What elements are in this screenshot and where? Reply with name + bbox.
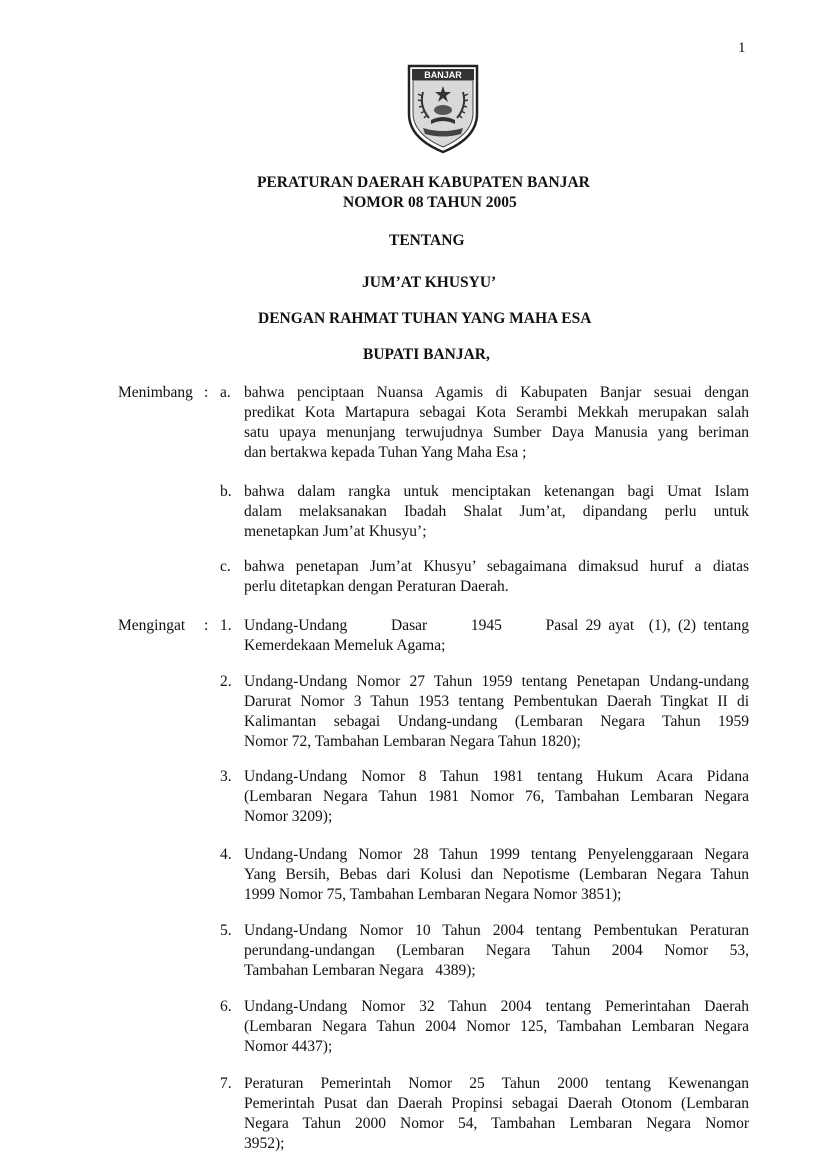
text-line: Kemerdekaan Memeluk Agama; <box>244 637 446 654</box>
text-line: Nomor 72, Tambahan Lembaran Negara Tahun 1820); <box>244 733 581 750</box>
mengingat-item-2-text <box>244 672 749 752</box>
page-number: 1 <box>738 40 746 56</box>
text-line: Undang-Undang Dasar 1945 Pasal 29 ayat (1), (2) tentang <box>244 617 749 634</box>
text-line: Undang-Undang Nomor 10 Tahun 2004 tentang Pembentukan Peraturan <box>244 922 749 939</box>
official-heading: BUPATI BANJAR, <box>363 346 490 363</box>
text-line: Negara Tahun 2000 Nomor 54, Tambahan Lembaran Negara Nomor <box>244 1115 749 1132</box>
text-line: dan bertakwa kepada Tuhan Yang Maha Esa ; <box>244 444 527 461</box>
text-line: satu upaya menunjang terwujudnya Sumber Daya Manusia yang beriman <box>244 424 749 441</box>
text-line: menetapkan Jum’at Khusyu’; <box>244 523 427 540</box>
mengingat-item-4-text <box>244 845 749 905</box>
mengingat-item-7-marker: 7. <box>220 1075 232 1092</box>
title-line-1: PERATURAN DAERAH KABUPATEN BANJAR <box>257 174 590 191</box>
subject-heading: JUM’AT KHUSYU’ <box>362 274 497 291</box>
text-line: Nomor 3209); <box>244 808 333 825</box>
mengingat-label <box>118 617 185 635</box>
banjar-regency-emblem-icon <box>405 62 481 154</box>
text-line: 3952); <box>244 1135 285 1152</box>
text-line: Peraturan Pemerintah Nomor 25 Tahun 2000 tentang Kewenangan <box>244 1075 749 1092</box>
text-line: bahwa penetapan Jum’at Khusyu’ sebagaimana dimaksud huruf a diatas <box>244 558 749 575</box>
menimbang-label <box>118 384 193 402</box>
text-line: perlu ditetapkan dengan Peraturan Daerah. <box>244 578 509 595</box>
menimbang-item-b-text <box>244 482 749 542</box>
menimbang-item-a-marker: a. <box>220 384 231 401</box>
text-line: Pemerintah Pusat dan Daerah Propinsi sebagai Daerah Otonom (Lembaran <box>244 1095 749 1112</box>
mengingat-item-6-marker: 6. <box>220 998 232 1015</box>
text-line: Tambahan Lembaran Negara 4389); <box>244 962 476 979</box>
mengingat-item-3-text <box>244 767 749 827</box>
mengingat-label-text: Mengingat <box>118 617 186 634</box>
mengingat-item-3-marker: 3. <box>220 768 232 785</box>
menimbang-item-c-text <box>244 557 749 597</box>
text-line: Nomor 4437); <box>244 1038 333 1055</box>
text-line: perundang-undangan (Lembaran Negara Tahun 2004 Nomor 53, <box>244 942 749 959</box>
title-line-2: NOMOR 08 TAHUN 2005 <box>343 194 517 211</box>
mengingat-item-5-marker: 5. <box>220 922 232 939</box>
mengingat-item-7-text <box>244 1074 749 1154</box>
mengingat-item-2-marker: 2. <box>220 673 232 690</box>
text-line: (Lembaran Negara Tahun 2004 Nomor 125, Tambahan Lembaran Negara <box>244 1018 749 1035</box>
menimbang-colon: : <box>204 384 209 401</box>
mengingat-item-1-text <box>244 616 749 656</box>
text-line: Darurat Nomor 3 Tahun 1953 tentang Pembentukan Daerah Tingkat II di <box>244 693 749 710</box>
text-line: Kalimantan sebagai Undang-undang (Lembaran Negara Tahun 1959 <box>244 713 749 730</box>
emblem-label: BANJAR <box>424 70 462 80</box>
text-line: bahwa penciptaan Nuansa Agamis di Kabupaten Banjar sesuai dengan <box>244 384 749 401</box>
menimbang-item-a-text <box>244 383 749 463</box>
mengingat-item-1-marker: 1. <box>220 617 232 634</box>
tentang-heading: TENTANG <box>389 232 465 249</box>
invocation-heading: DENGAN RAHMAT TUHAN YANG MAHA ESA <box>258 310 592 327</box>
text-line: Undang-Undang Nomor 27 Tahun 1959 tentang Penetapan Undang-undang <box>244 673 749 690</box>
text-line: predikat Kota Martapura sebagai Kota Serambi Mekkah merupakan salah <box>244 404 749 421</box>
text-line: Undang-Undang Nomor 8 Tahun 1981 tentang Hukum Acara Pidana <box>244 768 749 785</box>
mengingat-item-4-marker: 4. <box>220 846 232 863</box>
menimbang-item-b-marker: b. <box>220 483 232 500</box>
text-line: (Lembaran Negara Tahun 1981 Nomor 76, Tambahan Lembaran Negara <box>244 788 749 805</box>
mengingat-item-5-text <box>244 921 749 981</box>
text-line: Yang Bersih, Bebas dari Kolusi dan Nepotisme (Lembaran Negara Tahun <box>244 866 749 883</box>
menimbang-item-c-marker: c. <box>220 558 231 575</box>
text-line: dalam melaksanakan Ibadah Shalat Jum’at, dipandang perlu untuk <box>244 503 749 520</box>
text-line: bahwa dalam rangka untuk menciptakan ketenangan bagi Umat Islam <box>244 483 749 500</box>
mengingat-item-6-text <box>244 997 749 1057</box>
text-line: Undang-Undang Nomor 32 Tahun 2004 tentang Pemerintahan Daerah <box>244 998 749 1015</box>
text-line: Undang-Undang Nomor 28 Tahun 1999 tentang Penyelenggaraan Negara <box>244 846 749 863</box>
menimbang-label-text: Menimbang <box>118 384 193 401</box>
mengingat-colon: : <box>204 617 209 634</box>
text-line: 1999 Nomor 75, Tambahan Lembaran Negara Nomor 3851); <box>244 886 622 903</box>
